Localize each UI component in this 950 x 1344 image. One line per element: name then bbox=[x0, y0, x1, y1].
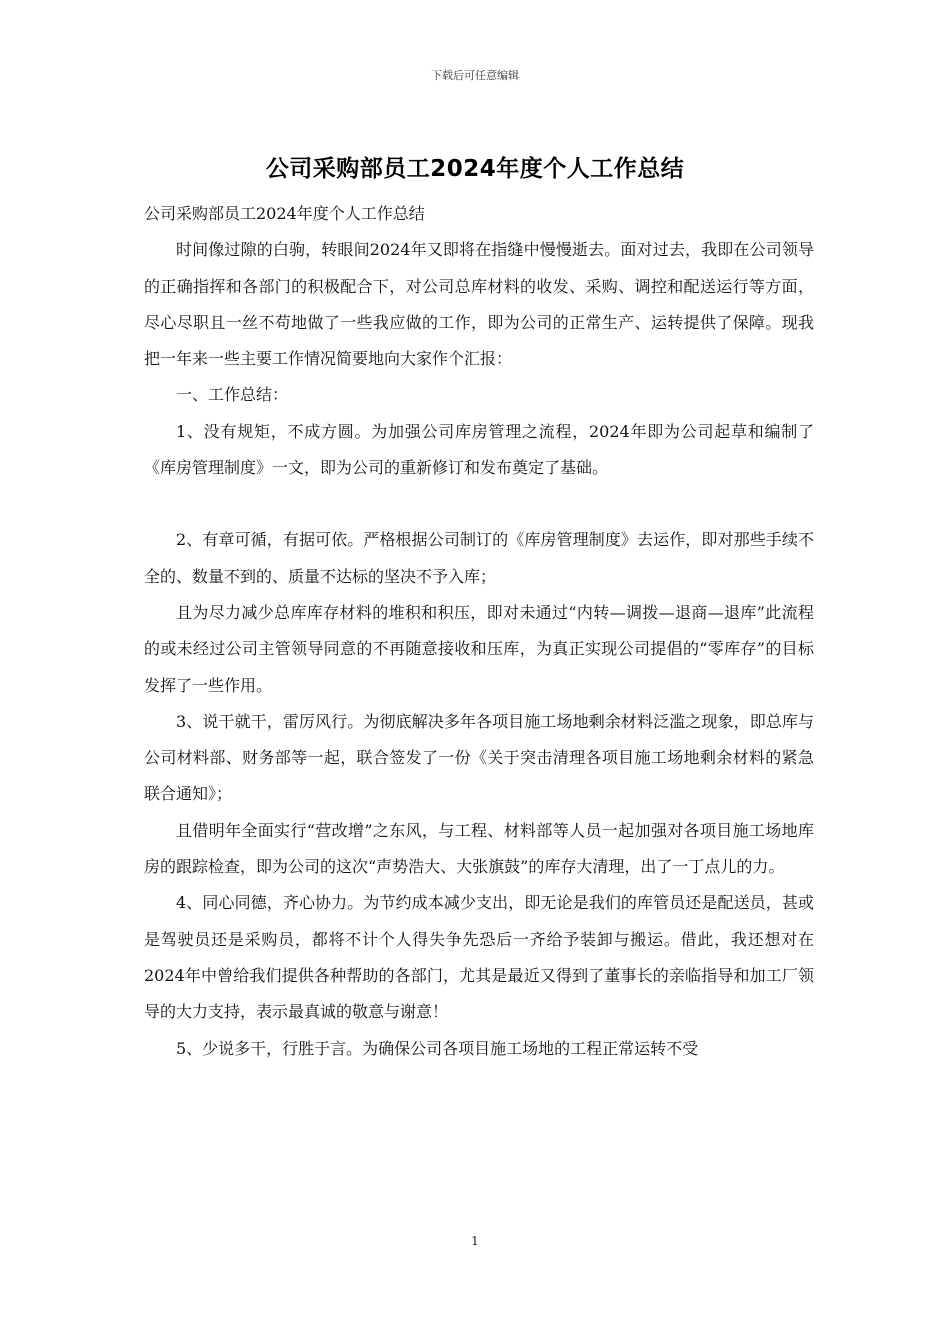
paragraph-item-3-cont: 且借明年全面实行“营改增”之东风，与工程、材料部等人员一起加强对各项目施工场地库房的跟踪检查，即为公司的这次“声势浩大、大张旗鼓”的库存大清理，出了一丁点儿的力。 bbox=[144, 820, 814, 877]
paragraph-item-5: 5、少说多干，行胜于言。为确保公司各项目施工场地的工程正常运转不受 bbox=[176, 1038, 699, 1058]
paragraph-item-1: 1、没有规矩，不成方圆。为加强公司库房管理之流程，2024年即为公司起草和编制了《库房管理制度》一文，即为公司的重新修订和发布奠定了基础。 bbox=[144, 421, 814, 478]
paragraph-item-4: 4、同心同德，齐心协力。为节约成本减少支出，即无论是我们的库管员还是配送员，甚或是驾驶员还是采购员，都将不计个人得失争先恐后一齐给予装卸与搬运。借此，我还想对在2024年中曾给我们提供各种帮助的各部门，尤其是最近又得到了董事长的亲临指导和加工厂领导的大力支持，表示最真诚的敬意与谢意！ bbox=[144, 893, 814, 1022]
section-heading: 一、工作总结： bbox=[176, 385, 289, 405]
subtitle-line: 公司采购部员工2024年度个人工作总结 bbox=[144, 204, 425, 223]
paragraph-item-3: 3、说干就干，雷厉风行。为彻底解决多年各项目施工场地剩余材料泛滥之现象，即总库与公司材料部、财务部等一起，联合签发了一份《关于突击清理各项目施工场地剩余材料的紧急联合通知》； bbox=[144, 711, 814, 804]
document-body bbox=[144, 196, 814, 1067]
page-number: 1 bbox=[471, 1234, 479, 1248]
document-title: 公司采购部员工2024年度个人工作总结 bbox=[265, 156, 685, 182]
paragraph-item-2-cont: 且为尽力减少总库库存材料的堆积和积压，即对未通过“内转—调拨—退商—退库”此流程的或未经过公司主管领导同意的不再随意接收和压库，为真正实现公司提倡的“零库存”的目标发挥了一些作用。 bbox=[144, 602, 814, 695]
blank-line bbox=[144, 486, 814, 522]
paragraph-intro: 时间像过隙的白驹，转眼间2024年又即将在指缝中慢慢逝去。面对过去，我即在公司领导的正确指挥和各部门的积极配合下，对公司总库材料的收发、采购、调控和配送运行等方面，尽心尽职且一丝不苟地做了一些我应做的工作，即为公司的正常生产、运转提供了保障。现我把一年来一些主要工作情况简要地向大家作个汇报： bbox=[144, 240, 814, 369]
header-note: 下载后可任意编辑 bbox=[431, 69, 519, 82]
paragraph-item-2: 2、有章可循，有据可依。严格根据公司制订的《库房管理制度》去运作，即对那些手续不全的、数量不到的、质量不达标的坚决不予入库； bbox=[144, 530, 814, 586]
